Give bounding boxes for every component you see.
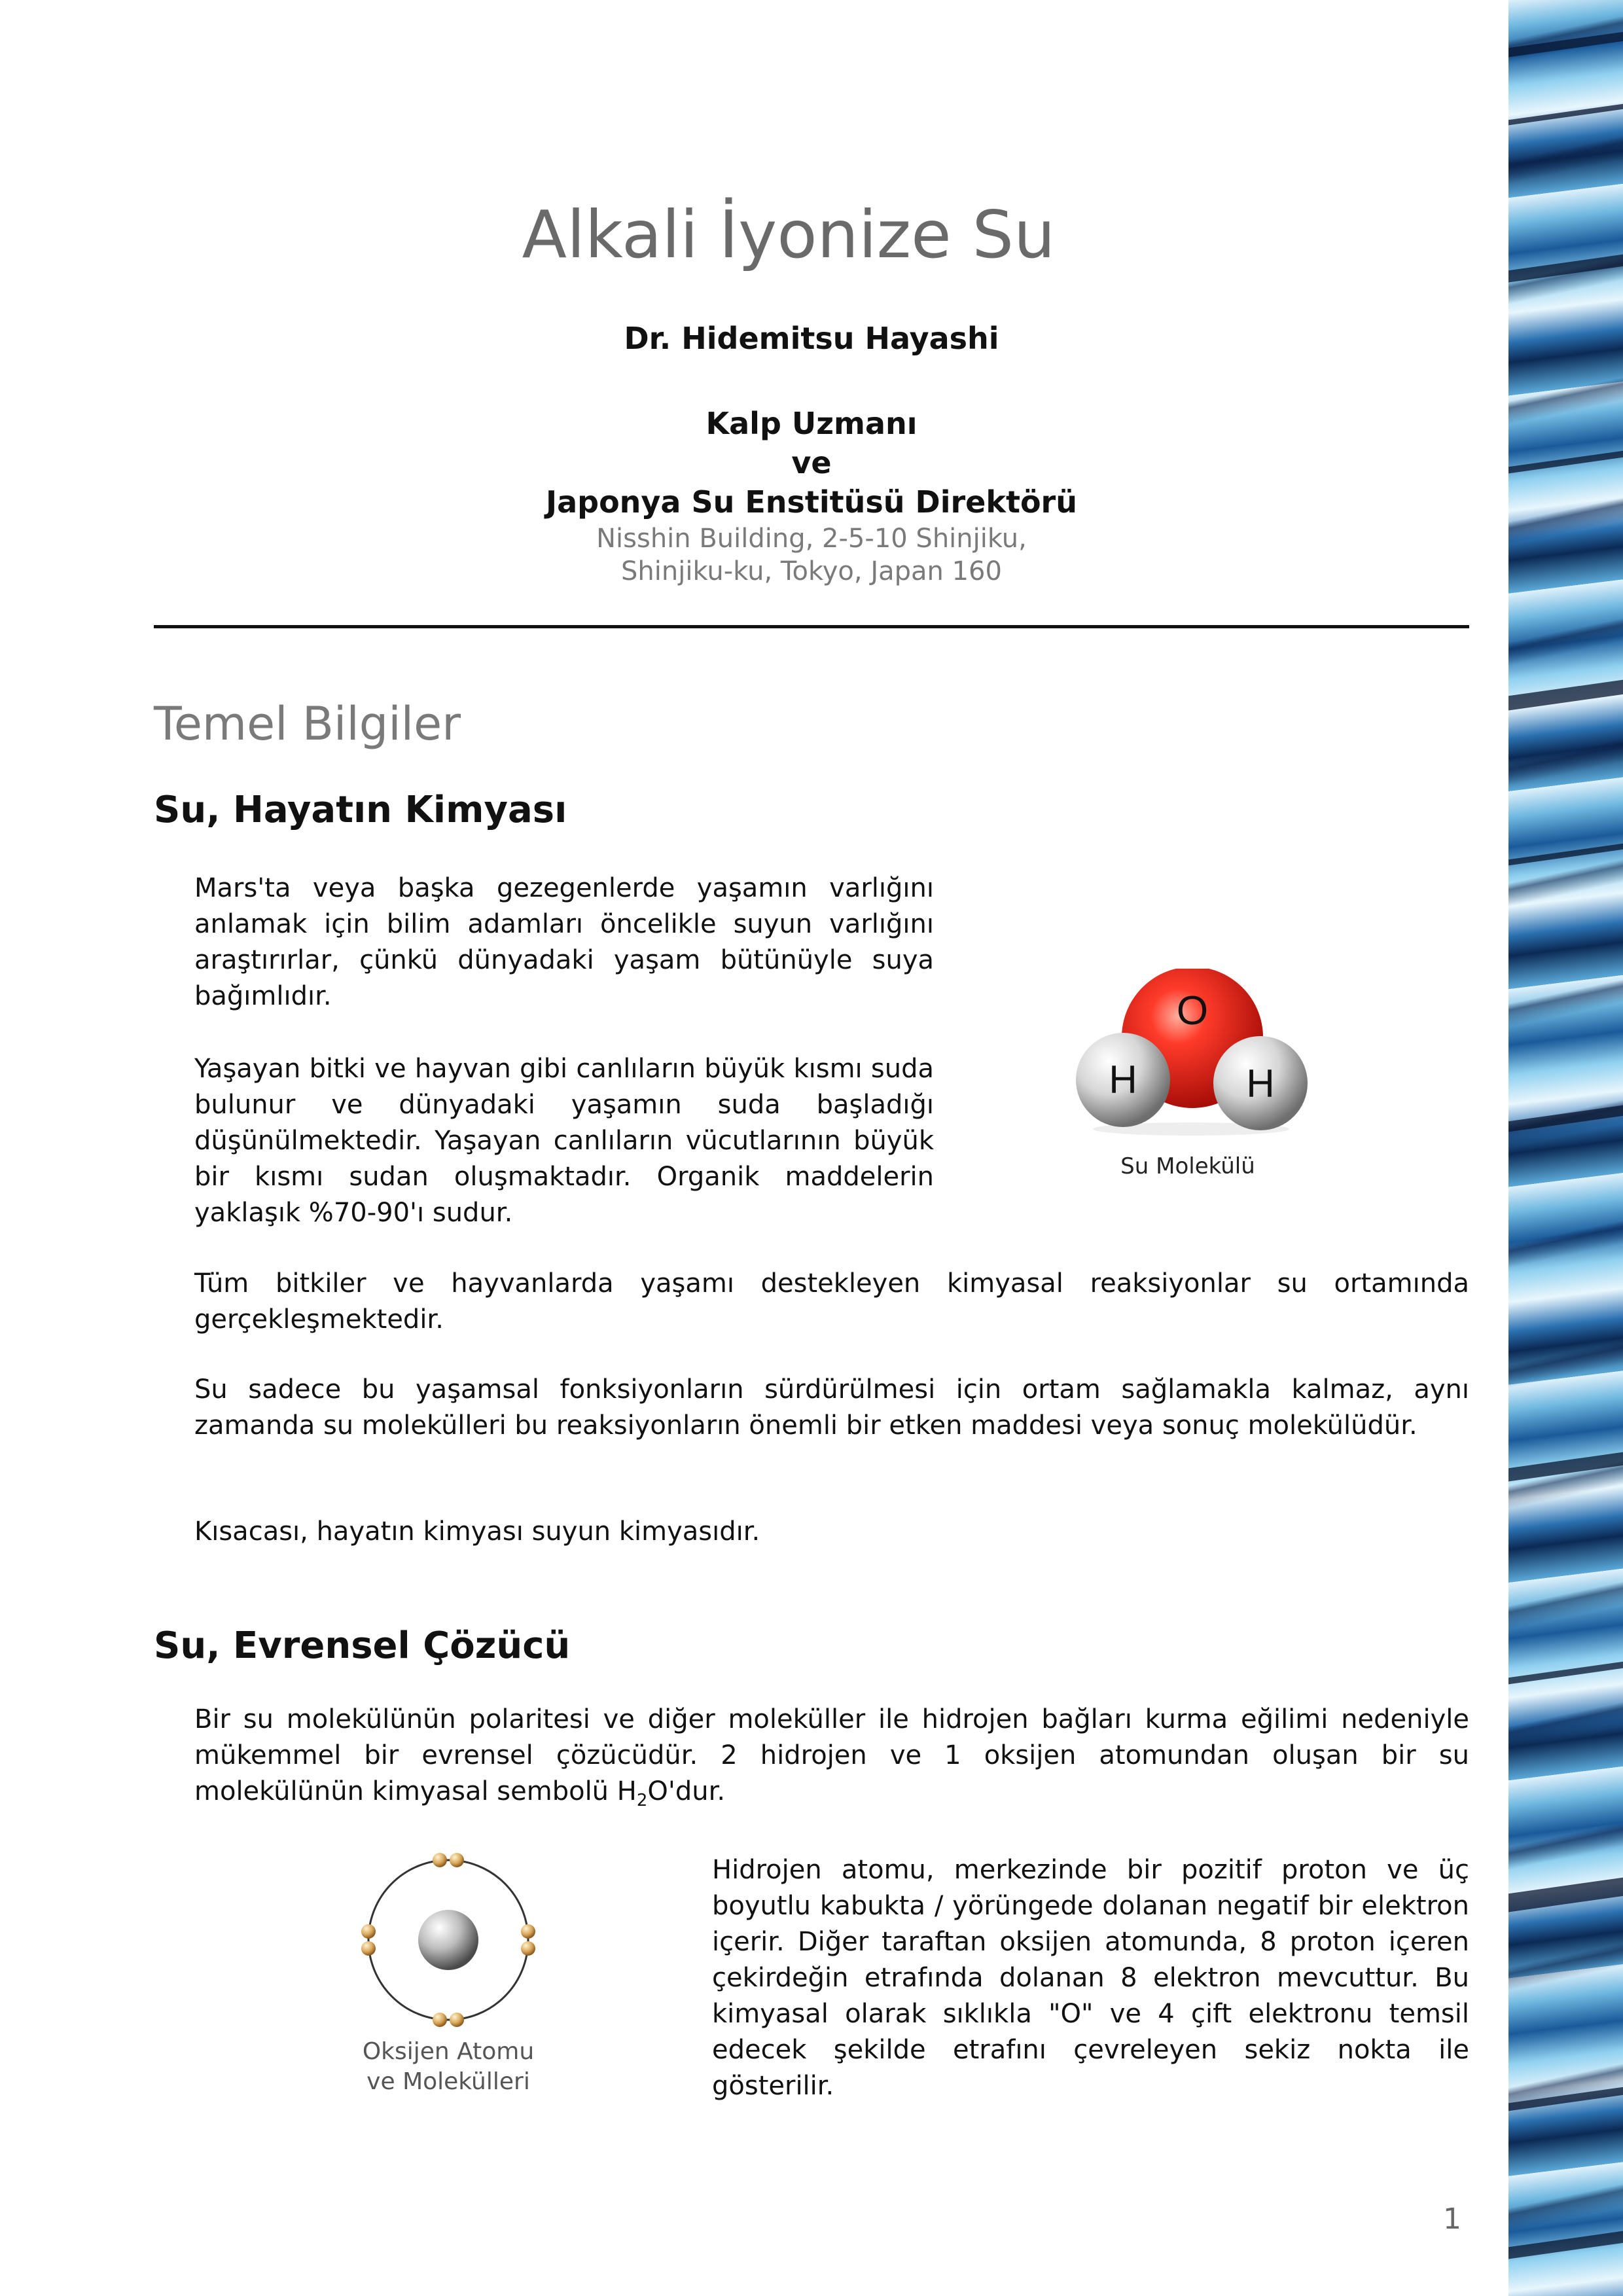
electron bbox=[433, 2013, 447, 2027]
paragraph-text: Su sadece bu yaşamsal fonksiyonların sürdürülmesi için ortam sağlamakla kalmaz, aynı zamanda su molekülleri bu reaksiyonların önemli bir etken maddesi veya sonuç molekülüdür. bbox=[194, 1374, 1469, 1441]
paragraph-molecules bbox=[194, 1372, 1469, 1444]
subsection-title-solvent: Su, Evrensel Çözücü bbox=[154, 1624, 571, 1667]
electron bbox=[521, 1941, 535, 1956]
paragraph-summary bbox=[194, 1514, 1469, 1550]
water-molecule-caption: Su Molekülü bbox=[1120, 1153, 1255, 1179]
text-span: O'dur. bbox=[647, 1776, 726, 1806]
header-divider bbox=[154, 625, 1469, 628]
atom-label-h-left: H bbox=[1109, 1058, 1137, 1102]
paragraph-text: Tüm bitkiler ve hayvanlarda yaşamı destekleyen kimyasal reaksiyonlar su ortamında gerçekleşmektedir. bbox=[194, 1268, 1469, 1335]
page-number: 1 bbox=[1443, 2202, 1461, 2236]
address-line-2: Shinjiku-ku, Tokyo, Japan 160 bbox=[621, 556, 1002, 586]
atom-label-h-right: H bbox=[1246, 1062, 1275, 1105]
atom-label-o: O bbox=[1176, 988, 1209, 1033]
electron bbox=[361, 1924, 376, 1939]
paragraph-mars bbox=[194, 870, 934, 1014]
paragraph-living-things bbox=[194, 1051, 934, 1231]
caption-line: Oksijen Atomu bbox=[362, 2038, 535, 2065]
water-molecule-icon bbox=[1073, 969, 1309, 1139]
oxygen-atom-caption bbox=[340, 2037, 556, 2097]
caption-line: ve Molekülleri bbox=[366, 2068, 530, 2095]
oxygen-atom-icon bbox=[353, 1847, 543, 2030]
electron bbox=[450, 2013, 464, 2027]
address-line-1: Nisshin Building, 2-5-10 Shinjiku, bbox=[596, 524, 1027, 554]
electron bbox=[433, 1853, 447, 1867]
paragraph-text: Mars'ta veya başka gezegenlerde yaşamın varlığını anlamak için bilim adamları öncelikle suyun varlığını araştırırlar, çünkü dünyadaki yaşam bütünüyle suya bağımlıdır. bbox=[194, 873, 934, 1011]
paragraph-hydrogen-atom bbox=[712, 1852, 1469, 2104]
paragraph-reactions bbox=[194, 1266, 1469, 1338]
nucleus bbox=[418, 1910, 478, 1970]
paragraph-text: Kısacası, hayatın kimyası suyun kimyasıdır. bbox=[194, 1516, 760, 1547]
subsection-title-chemistry: Su, Hayatın Kimyası bbox=[154, 789, 567, 831]
subscript: 2 bbox=[636, 1791, 648, 1810]
paragraph-text bbox=[194, 1702, 1469, 1819]
electron bbox=[521, 1924, 535, 1939]
document-title: Alkali İyonize Su bbox=[522, 196, 1056, 273]
electron bbox=[450, 1853, 464, 1867]
author-role-connector: ve bbox=[791, 445, 832, 480]
paragraph-polarity bbox=[194, 1702, 1469, 1819]
section-title: Temel Bilgiler bbox=[154, 697, 461, 751]
text-span: Bir su molekülünün polaritesi ve diğer moleküller ile hidrojen bağları kurma eğilimi nedeniyle mükemmel bir evrensel çözücüdür. 2 hidrojen ve 1 oksijen atomundan oluşan bir su molekülünün kimyasal sembolü H bbox=[194, 1704, 1469, 1806]
paragraph-text: Hidrojen atomu, merkezinde bir pozitif proton ve üç boyutlu kabukta / yörüngede dolanan negatif bir elektron içerir. Diğer taraftan oksijen atomunda, 8 proton içeren çekirdeğin etrafında dolanan 8 elektron mevcuttur. Bu kimyasal olarak sıklıkla "O" ve 4 çift elektronu temsil edecek şekilde etrafını çevreleyen sekiz nokta ile gösterilir. bbox=[712, 1855, 1469, 2101]
electron bbox=[361, 1941, 376, 1956]
paragraph-text: Yaşayan bitki ve hayvan gibi canlıların büyük kısmı suda bulunur ve dünyadaki yaşamın suda başladığı düşünülmektedir. Yaşayan canlıların vücutlarının büyük bir kısmı sudan oluşmaktadır. Organik maddelerin yaklaşık %70-90'ı sudur. bbox=[194, 1054, 934, 1228]
author-role-1: Kalp Uzmanı bbox=[705, 406, 918, 441]
author-role-2: Japonya Su Enstitüsü Direktörü bbox=[545, 484, 1077, 520]
author-name: Dr. Hidemitsu Hayashi bbox=[624, 321, 999, 356]
